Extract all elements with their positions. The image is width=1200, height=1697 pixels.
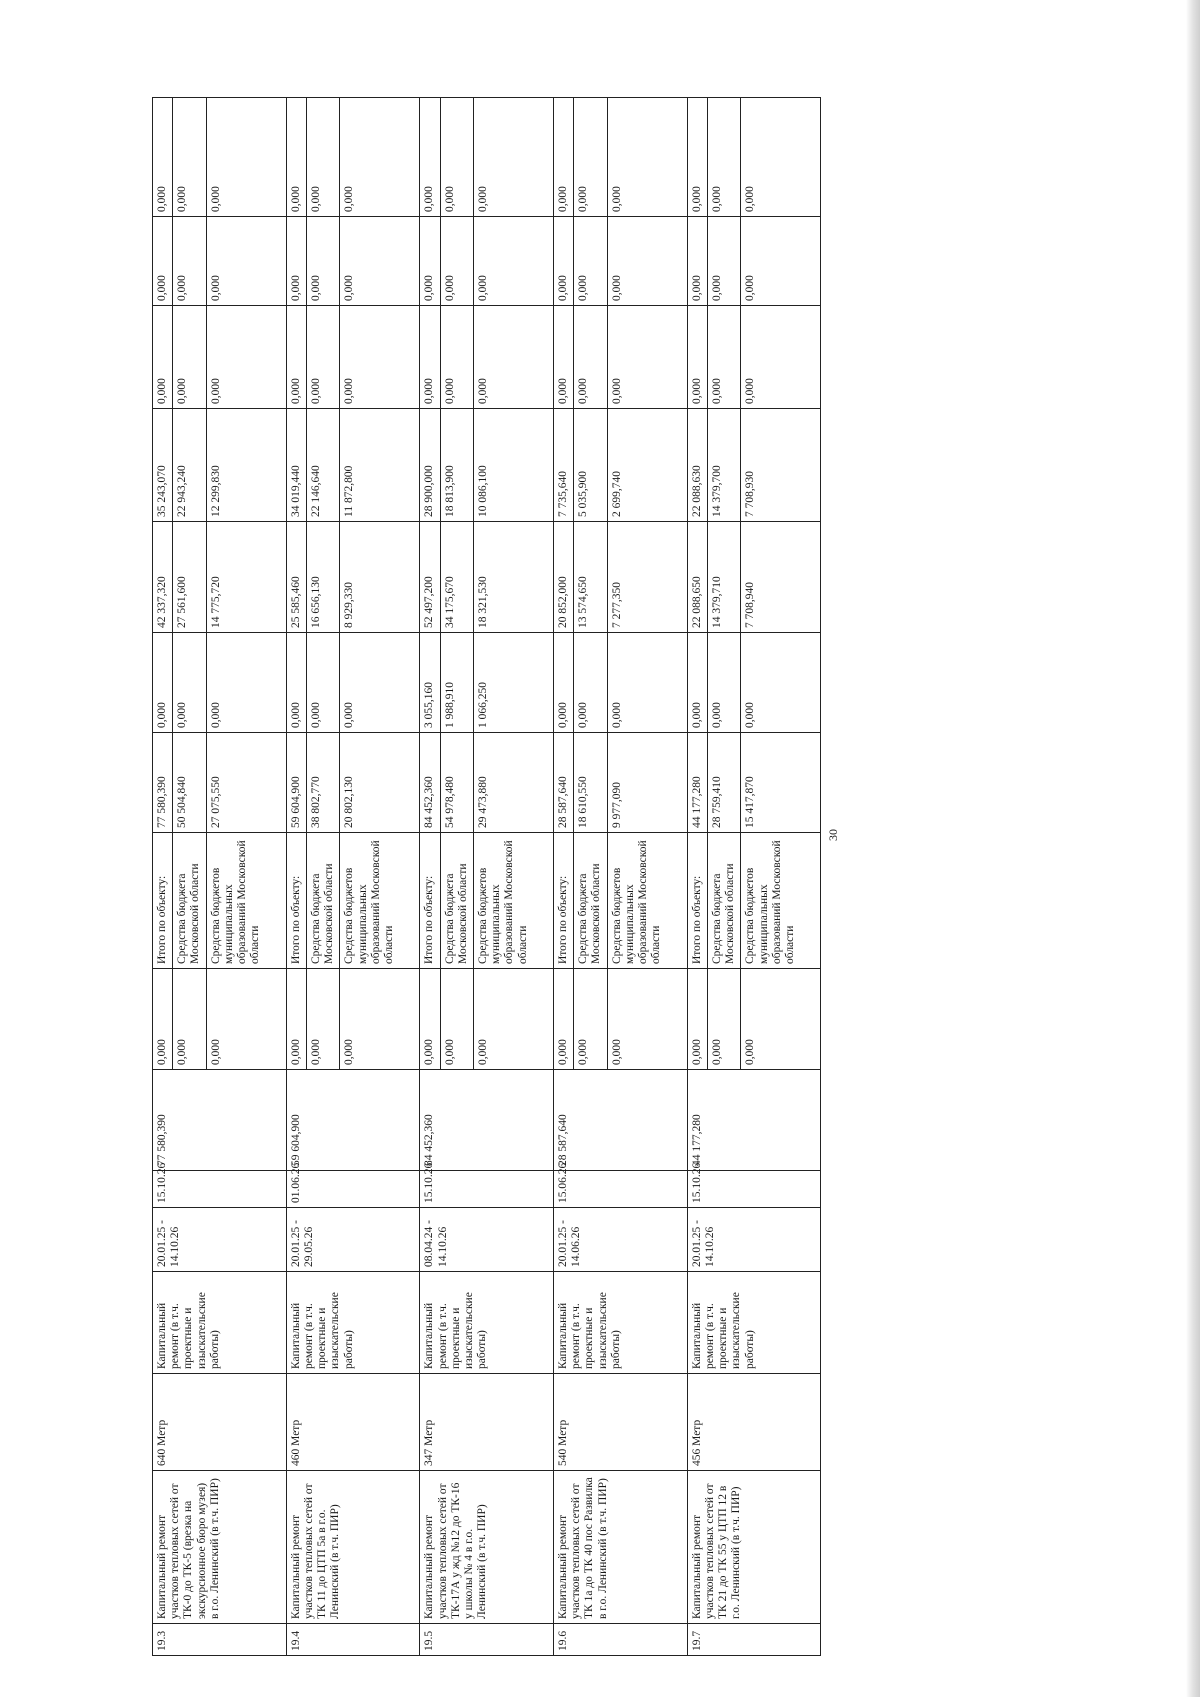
- year-2024-cell: 0,000: [153, 633, 173, 733]
- total-cell: 59 604,900: [286, 733, 306, 833]
- financed-cell: 0,000: [206, 969, 286, 1070]
- funding-source-cell: Средства бюджета Московской области: [574, 833, 607, 969]
- work-type-cell: Капитальный ремонт (в т.ч. проектные и изыскательские работы): [687, 1272, 821, 1374]
- year-2028-cell: 0,000: [206, 217, 286, 306]
- work-type-cell: Капитальный ремонт (в т.ч. проектные и изыскательские работы): [286, 1272, 420, 1374]
- year-2027-cell: 0,000: [553, 306, 573, 409]
- year-2027-cell: 0,000: [741, 306, 821, 409]
- funding-source-cell: Средства бюджета Московской области: [707, 833, 740, 969]
- total-cell: 28 587,640: [553, 733, 573, 833]
- object-name-cell: Капитальный ремонт участков тепловых сетей от ТК-17А у жд №12 до ТК-16 у школы № 4 в г.о. Ленинский (в т.ч. ПИР): [420, 1471, 554, 1624]
- period-cell: 20.01.25 - 14.10.26: [687, 1208, 821, 1272]
- year-2027-cell: 0,000: [687, 306, 707, 409]
- total-cell: 77 580,390: [153, 733, 173, 833]
- year-2025-cell: 52 497,200: [420, 522, 440, 633]
- financed-cell: 0,000: [306, 969, 339, 1070]
- year-2025-cell: 27 561,600: [173, 522, 206, 633]
- cost-cell: 77 580,390: [153, 1070, 287, 1171]
- year-2024-cell: 0,000: [553, 633, 573, 733]
- year-2028-cell: 0,000: [473, 217, 553, 306]
- capacity-cell: 640 Метр: [153, 1374, 287, 1471]
- remaining-cell: 0,000: [153, 98, 173, 217]
- year-2025-cell: 14 379,710: [707, 522, 740, 633]
- year-2024-cell: 1 988,910: [440, 633, 473, 733]
- year-2026-cell: 11 872,800: [340, 409, 420, 522]
- year-2027-cell: 0,000: [306, 306, 339, 409]
- year-2027-cell: 0,000: [173, 306, 206, 409]
- year-2025-cell: 16 656,130: [306, 522, 339, 633]
- capacity-cell: 540 Метр: [553, 1374, 687, 1471]
- year-2026-cell: 2 699,740: [607, 409, 687, 522]
- total-cell: 27 075,550: [206, 733, 286, 833]
- cost-cell: 59 604,900: [286, 1070, 420, 1171]
- year-2024-cell: 0,000: [286, 633, 306, 733]
- funding-source-cell: Итого по объекту:: [153, 833, 173, 969]
- year-2028-cell: 0,000: [607, 217, 687, 306]
- remaining-cell: 0,000: [574, 98, 607, 217]
- financed-cell: 0,000: [607, 969, 687, 1070]
- year-2024-cell: 0,000: [574, 633, 607, 733]
- year-2025-cell: 20 852,000: [553, 522, 573, 633]
- page-number: 30: [826, 829, 840, 841]
- remaining-cell: 0,000: [306, 98, 339, 217]
- total-cell: 84 452,360: [420, 733, 440, 833]
- remaining-cell: 0,000: [473, 98, 553, 217]
- total-cell: 28 759,410: [707, 733, 740, 833]
- object-number-cell: 19.6: [553, 1624, 687, 1656]
- year-2028-cell: 0,000: [687, 217, 707, 306]
- funding-source-cell: Средства бюджетов муниципальных образований Московской области: [340, 833, 420, 969]
- year-2028-cell: 0,000: [173, 217, 206, 306]
- total-cell: 38 802,770: [306, 733, 339, 833]
- total-cell: 50 504,840: [173, 733, 206, 833]
- remaining-cell: 0,000: [440, 98, 473, 217]
- year-2028-cell: 0,000: [707, 217, 740, 306]
- year-2026-cell: 12 299,830: [206, 409, 286, 522]
- table-row: [153, 98, 173, 1656]
- total-cell: 54 978,480: [440, 733, 473, 833]
- open-date-cell: 15.10.26: [687, 1171, 821, 1208]
- year-2028-cell: 0,000: [440, 217, 473, 306]
- cost-cell: 28 587,640: [553, 1070, 687, 1171]
- year-2026-cell: 18 813,900: [440, 409, 473, 522]
- year-2028-cell: 0,000: [420, 217, 440, 306]
- cost-cell: 84 452,360: [420, 1070, 554, 1171]
- year-2024-cell: 0,000: [687, 633, 707, 733]
- year-2027-cell: 0,000: [607, 306, 687, 409]
- year-2026-cell: 7 708,930: [741, 409, 821, 522]
- year-2025-cell: 14 775,720: [206, 522, 286, 633]
- financed-cell: 0,000: [707, 969, 740, 1070]
- financed-cell: 0,000: [574, 969, 607, 1070]
- open-date-cell: 01.06.26: [286, 1171, 420, 1208]
- open-date-cell: 15.10.26: [153, 1171, 287, 1208]
- year-2027-cell: 0,000: [286, 306, 306, 409]
- year-2028-cell: 0,000: [741, 217, 821, 306]
- year-2026-cell: 28 900,000: [420, 409, 440, 522]
- table-row: [420, 98, 440, 1656]
- year-2026-cell: 22 146,640: [306, 409, 339, 522]
- funding-source-cell: Итого по объекту:: [420, 833, 440, 969]
- object-name-cell: Капитальный ремонт участков тепловых сетей от ТК-0 до ТК-5 (врезка на экскурсионное бюро музея) в г.о. Ленинский (в т.ч. ПИР): [153, 1471, 287, 1624]
- remaining-cell: 0,000: [340, 98, 420, 217]
- year-2025-cell: 7 277,350: [607, 522, 687, 633]
- total-cell: 20 802,130: [340, 733, 420, 833]
- remaining-cell: 0,000: [607, 98, 687, 217]
- financed-cell: 0,000: [420, 969, 440, 1070]
- funding-source-cell: Средства бюджетов муниципальных образований Московской области: [473, 833, 553, 969]
- year-2026-cell: 34 019,440: [286, 409, 306, 522]
- financed-cell: 0,000: [340, 969, 420, 1070]
- rotated-table-container: [152, 98, 902, 1656]
- objects-table: [152, 97, 821, 1656]
- year-2024-cell: 1 066,250: [473, 633, 553, 733]
- object-name-cell: Капитальный ремонт участков тепловых сетей от ТК 1а до ТК 40 пос Развилка в г.о. Ленинский (в т.ч. ПИР): [553, 1471, 687, 1624]
- financed-cell: 0,000: [173, 969, 206, 1070]
- year-2027-cell: 0,000: [440, 306, 473, 409]
- remaining-cell: 0,000: [707, 98, 740, 217]
- year-2026-cell: 35 243,070: [153, 409, 173, 522]
- year-2025-cell: 42 337,320: [153, 522, 173, 633]
- remaining-cell: 0,000: [173, 98, 206, 217]
- funding-source-cell: Итого по объекту:: [687, 833, 707, 969]
- cost-cell: 44 177,280: [687, 1070, 821, 1171]
- funding-source-cell: Итого по объекту:: [286, 833, 306, 969]
- year-2025-cell: 8 929,330: [340, 522, 420, 633]
- funding-source-cell: Средства бюджетов муниципальных образований Московской области: [741, 833, 821, 969]
- year-2025-cell: 18 321,530: [473, 522, 553, 633]
- year-2028-cell: 0,000: [340, 217, 420, 306]
- remaining-cell: 0,000: [553, 98, 573, 217]
- year-2028-cell: 0,000: [553, 217, 573, 306]
- year-2027-cell: 0,000: [707, 306, 740, 409]
- table-row: [286, 98, 306, 1656]
- financed-cell: 0,000: [153, 969, 173, 1070]
- funding-source-cell: Средства бюджетов муниципальных образований Московской области: [607, 833, 687, 969]
- year-2027-cell: 0,000: [340, 306, 420, 409]
- year-2025-cell: 25 585,460: [286, 522, 306, 633]
- financed-cell: 0,000: [286, 969, 306, 1070]
- period-cell: 20.01.25 - 14.06.26: [553, 1208, 687, 1272]
- object-number-cell: 19.4: [286, 1624, 420, 1656]
- year-2028-cell: 0,000: [574, 217, 607, 306]
- total-cell: 9 977,090: [607, 733, 687, 833]
- year-2024-cell: 0,000: [340, 633, 420, 733]
- year-2025-cell: 7 708,940: [741, 522, 821, 633]
- period-cell: 20.01.25 - 14.10.26: [153, 1208, 287, 1272]
- work-type-cell: Капитальный ремонт (в т.ч. проектные и изыскательские работы): [420, 1272, 554, 1374]
- remaining-cell: 0,000: [420, 98, 440, 217]
- year-2025-cell: 34 175,670: [440, 522, 473, 633]
- financed-cell: 0,000: [741, 969, 821, 1070]
- year-2024-cell: 0,000: [206, 633, 286, 733]
- financed-cell: 0,000: [553, 969, 573, 1070]
- year-2027-cell: 0,000: [473, 306, 553, 409]
- year-2026-cell: 14 379,700: [707, 409, 740, 522]
- year-2028-cell: 0,000: [286, 217, 306, 306]
- year-2027-cell: 0,000: [420, 306, 440, 409]
- year-2027-cell: 0,000: [153, 306, 173, 409]
- remaining-cell: 0,000: [687, 98, 707, 217]
- financed-cell: 0,000: [473, 969, 553, 1070]
- year-2026-cell: 10 086,100: [473, 409, 553, 522]
- year-2026-cell: 5 035,900: [574, 409, 607, 522]
- financed-cell: 0,000: [440, 969, 473, 1070]
- year-2026-cell: 22 943,240: [173, 409, 206, 522]
- financed-cell: 0,000: [687, 969, 707, 1070]
- year-2027-cell: 0,000: [206, 306, 286, 409]
- object-number-cell: 19.5: [420, 1624, 554, 1656]
- period-cell: 08.04.24 - 14.10.26: [420, 1208, 554, 1272]
- funding-source-cell: Средства бюджета Московской области: [173, 833, 206, 969]
- object-name-cell: Капитальный ремонт участков тепловых сетей от ТК 11 до ЦТП 5а в г.о. Ленинский (в т.ч. ПИР): [286, 1471, 420, 1624]
- funding-source-cell: Средства бюджета Московской области: [306, 833, 339, 969]
- year-2028-cell: 0,000: [153, 217, 173, 306]
- object-number-cell: 19.3: [153, 1624, 287, 1656]
- capacity-cell: 347 Метр: [420, 1374, 554, 1471]
- remaining-cell: 0,000: [741, 98, 821, 217]
- remaining-cell: 0,000: [286, 98, 306, 217]
- total-cell: 15 417,870: [741, 733, 821, 833]
- year-2028-cell: 0,000: [306, 217, 339, 306]
- total-cell: 18 610,550: [574, 733, 607, 833]
- total-cell: 44 177,280: [687, 733, 707, 833]
- object-number-cell: 19.7: [687, 1624, 821, 1656]
- year-2025-cell: 22 088,650: [687, 522, 707, 633]
- year-2025-cell: 13 574,650: [574, 522, 607, 633]
- object-name-cell: Капитальный ремонт участков тепловых сетей от ТК 21 до ТК 55 у ЦТП 12 в г.о. Ленинский (в т.ч. ПИР): [687, 1471, 821, 1624]
- funding-source-cell: Средства бюджета Московской области: [440, 833, 473, 969]
- funding-source-cell: Средства бюджетов муниципальных образований Московской области: [206, 833, 286, 969]
- period-cell: 20.01.25 - 29.05.26: [286, 1208, 420, 1272]
- year-2026-cell: 7 735,640: [553, 409, 573, 522]
- funding-source-cell: Итого по объекту:: [553, 833, 573, 969]
- year-2024-cell: 0,000: [306, 633, 339, 733]
- year-2024-cell: 0,000: [173, 633, 206, 733]
- year-2026-cell: 22 088,630: [687, 409, 707, 522]
- table-row: [687, 98, 707, 1656]
- year-2024-cell: 3 055,160: [420, 633, 440, 733]
- work-type-cell: Капитальный ремонт (в т.ч. проектные и изыскательские работы): [553, 1272, 687, 1374]
- total-cell: 29 473,880: [473, 733, 553, 833]
- capacity-cell: 456 Метр: [687, 1374, 821, 1471]
- year-2024-cell: 0,000: [707, 633, 740, 733]
- remaining-cell: 0,000: [206, 98, 286, 217]
- year-2027-cell: 0,000: [574, 306, 607, 409]
- table-body: [153, 98, 821, 1656]
- table-row: [553, 98, 573, 1656]
- open-date-cell: 15.10.26: [420, 1171, 554, 1208]
- year-2024-cell: 0,000: [741, 633, 821, 733]
- open-date-cell: 15.06.26: [553, 1171, 687, 1208]
- work-type-cell: Капитальный ремонт (в т.ч. проектные и изыскательские работы): [153, 1272, 287, 1374]
- year-2024-cell: 0,000: [607, 633, 687, 733]
- capacity-cell: 460 Метр: [286, 1374, 420, 1471]
